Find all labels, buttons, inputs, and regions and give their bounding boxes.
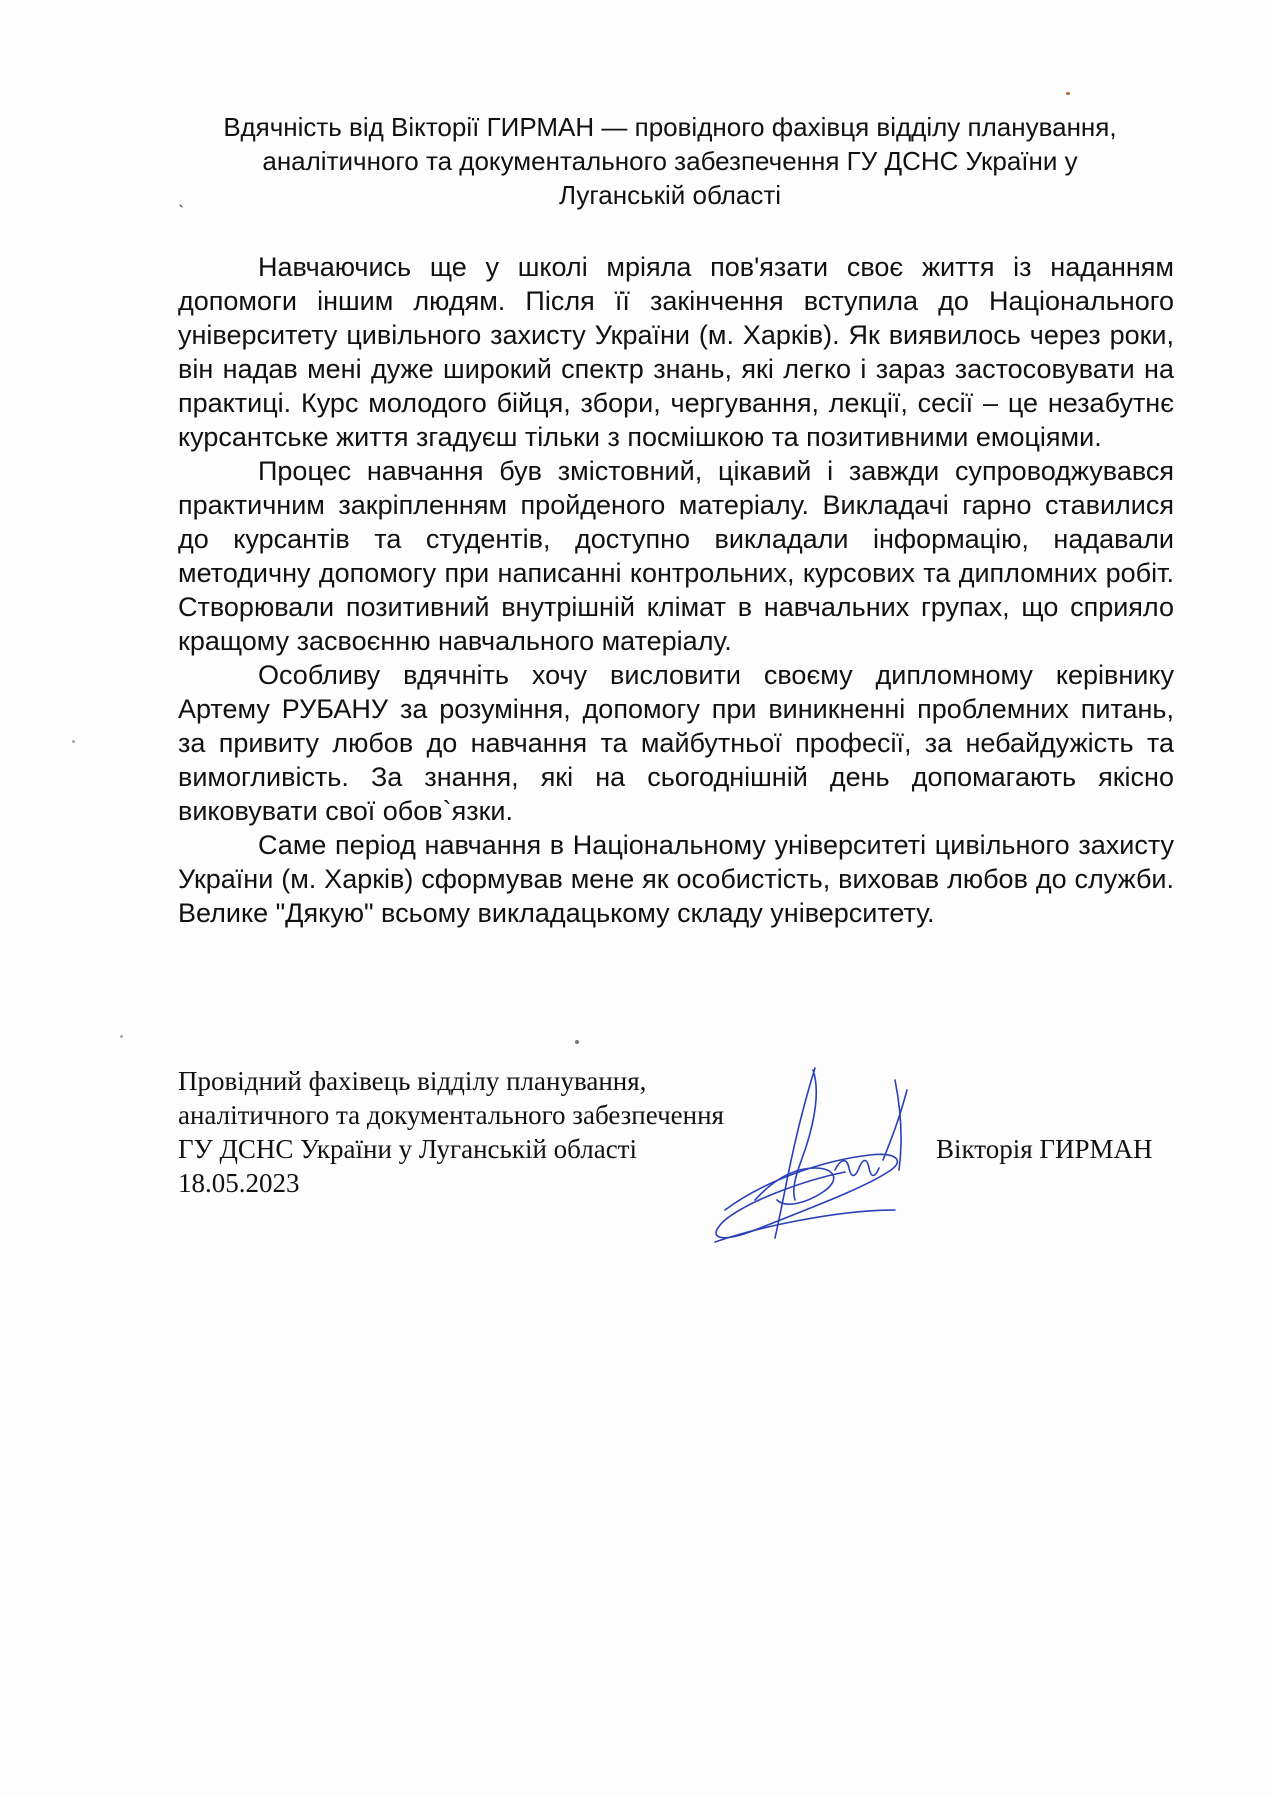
handwritten-signature (695, 1060, 925, 1260)
scan-speck (72, 740, 75, 743)
document-title (160, 110, 1180, 212)
signature-date: 18.05.2023 (178, 1168, 300, 1198)
title-line: аналітичного та документального забезпечення ГУ ДСНС України у (262, 146, 1078, 176)
scan-speck (1066, 92, 1070, 95)
signer-name: Вікторія ГИРМАН (936, 1134, 1153, 1164)
paragraph: Процес навчання був змістовний, цікавий і завжди супроводжувався практичним закріпленням пройденого матеріалу. Викладачі гарно ставилися до курсантів та студентів, доступно викладали інформацію, надавали методичну допомогу при написанні контрольних, курсових та дипломних робіт. Створювали позитивний внутрішній клімат в навчальних групах, що сприяло кращому засвоєнню навчального матеріалу. (178, 456, 1174, 656)
title-line: Луганській області (558, 180, 782, 210)
paragraph: Особливу вдячніть хочу висловити своєму дипломному керівнику Артему РУБАНУ за розуміння, допомогу при виникненні проблемних питань, за привиту любов до навчання та майбутньої професії, за небайдужість та вимогливість. За знання, які на сьогоднішній день допомагають якісно виковувати свої обов`язки. (178, 660, 1174, 826)
signature-block (178, 1064, 724, 1200)
signer-position: аналітичного та документального забезпечення (178, 1100, 724, 1130)
signer-position: ГУ ДСНС України у Луганській області (178, 1134, 637, 1164)
scan-speck (575, 1040, 579, 1044)
paragraph: Навчаючись ще у школі мріяла пов'язати своє життя із наданням допомоги іншим людям. Після її закінчення вступила до Національного університету цивільного захисту України (м. Харків). Як виявилось через роки, він надав мені дуже широкий спектр знань, які легко і зараз застосовувати на практиці. Курс молодого бійця, збори, чергування, лекції, сесії – це незабутнє курсантське життя згадуєш тільки з посмішкою та позитивними емоціями. (178, 252, 1174, 452)
scan-mark: ˴ (178, 194, 184, 215)
scan-speck (120, 1035, 123, 1038)
letter-body (178, 250, 1174, 930)
signer-position: Провідний фахівець відділу планування, (178, 1066, 647, 1096)
title-line: Вдячність від Вікторії ГИРМАН — провідного фахівця відділу планування, (223, 112, 1117, 142)
paragraph: Саме період навчання в Національному університеті цивільного захисту України (м. Харків) сформував мене як особистість, виховав любов до служби. Велике "Дякую" всьому викладацькому складу університету. (178, 830, 1174, 928)
